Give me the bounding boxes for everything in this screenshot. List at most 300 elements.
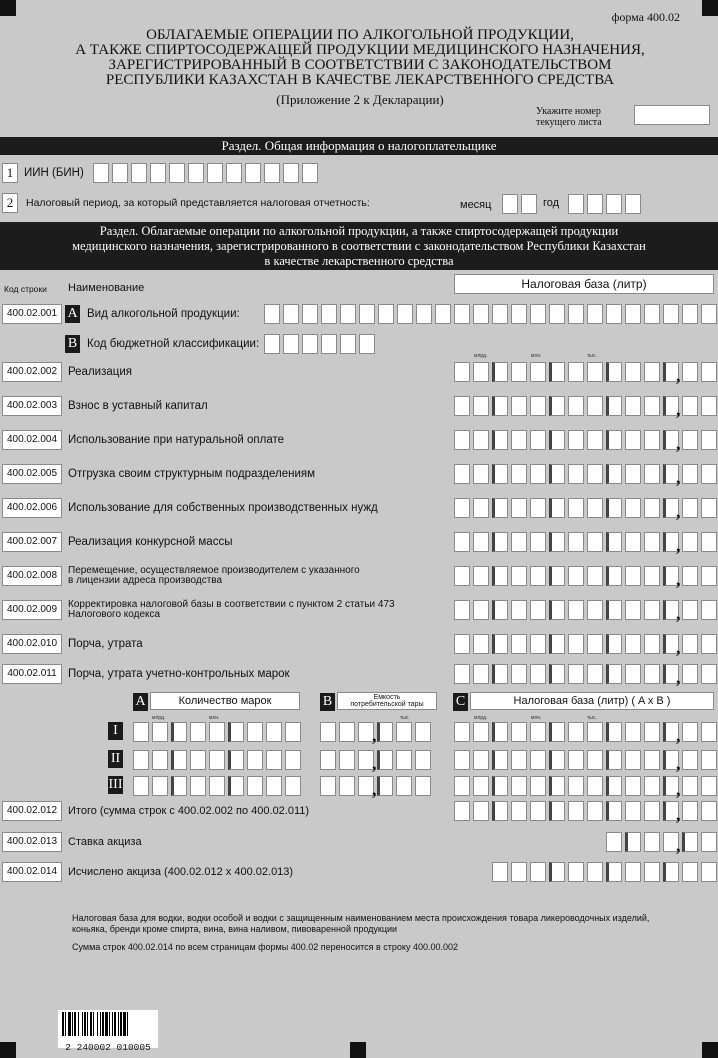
- tax-base-digit-box[interactable]: [682, 396, 698, 416]
- tax-base-digit-box[interactable]: [492, 566, 508, 586]
- marks-quantity-digit-box[interactable]: [228, 776, 244, 796]
- tax-base-digit-box[interactable]: [625, 464, 641, 484]
- tax-base-digit-box[interactable]: [511, 464, 527, 484]
- tax-base-digit-box[interactable]: [606, 464, 622, 484]
- tax-base-digit-box[interactable]: [492, 464, 508, 484]
- tax-base-digit-box[interactable]: [454, 634, 470, 654]
- marks-quantity-digit-box[interactable]: [247, 722, 263, 742]
- product-type-digit-box[interactable]: [644, 304, 660, 324]
- sheet-number-input[interactable]: [634, 105, 710, 125]
- tax-base-digit-box[interactable]: [606, 664, 622, 684]
- budget-code-digit-box[interactable]: [302, 334, 318, 354]
- product-type-digit-box[interactable]: [701, 304, 717, 324]
- iin-digit-box[interactable]: [207, 163, 223, 183]
- marks-quantity-digit-box[interactable]: [152, 776, 168, 796]
- excise-digit-box[interactable]: [568, 862, 584, 882]
- capacity-digit-box[interactable]: [339, 750, 355, 770]
- tax-base-digit-box[interactable]: [549, 566, 565, 586]
- marks-quantity-digit-box[interactable]: [152, 722, 168, 742]
- tax-base-digit-box[interactable]: [473, 396, 489, 416]
- marks-quantity-digit-box[interactable]: [190, 776, 206, 796]
- marks-tax-base-digit-box[interactable]: [625, 750, 641, 770]
- tax-base-digit-box[interactable]: [530, 464, 546, 484]
- marks-tax-base-digit-box[interactable]: [511, 722, 527, 742]
- tax-base-digit-box[interactable]: [701, 664, 717, 684]
- tax-base-digit-box[interactable]: [511, 362, 527, 382]
- year-digit-box[interactable]: [625, 194, 641, 214]
- tax-base-digit-box[interactable]: [587, 498, 603, 518]
- tax-base-digit-box[interactable]: [549, 532, 565, 552]
- tax-base-digit-box[interactable]: [606, 566, 622, 586]
- tax-base-digit-box[interactable]: [701, 600, 717, 620]
- product-type-digit-box[interactable]: [302, 304, 318, 324]
- tax-base-digit-box[interactable]: [568, 498, 584, 518]
- month-digit-box[interactable]: [502, 194, 518, 214]
- marks-tax-base-digit-box[interactable]: [568, 750, 584, 770]
- capacity-digit-box[interactable]: [396, 750, 412, 770]
- product-type-digit-box[interactable]: [568, 304, 584, 324]
- tax-base-digit-box[interactable]: [530, 362, 546, 382]
- excise-digit-box[interactable]: [701, 862, 717, 882]
- tax-base-digit-box[interactable]: [473, 532, 489, 552]
- marks-tax-base-digit-box[interactable]: [587, 722, 603, 742]
- marks-quantity-digit-box[interactable]: [266, 722, 282, 742]
- tax-base-digit-box[interactable]: [701, 464, 717, 484]
- marks-tax-base-digit-box[interactable]: [549, 776, 565, 796]
- tax-base-digit-box[interactable]: [644, 634, 660, 654]
- marks-tax-base-digit-box[interactable]: [473, 750, 489, 770]
- capacity-digit-box[interactable]: [377, 776, 393, 796]
- iin-digit-box[interactable]: [226, 163, 242, 183]
- marks-tax-base-digit-box[interactable]: [682, 722, 698, 742]
- iin-digit-box[interactable]: [302, 163, 318, 183]
- marks-quantity-digit-box[interactable]: [133, 722, 149, 742]
- product-type-digit-box[interactable]: [435, 304, 451, 324]
- tax-base-digit-box[interactable]: [473, 430, 489, 450]
- capacity-digit-box[interactable]: [377, 750, 393, 770]
- capacity-digit-box[interactable]: [339, 776, 355, 796]
- excise-digit-box[interactable]: [606, 862, 622, 882]
- tax-base-digit-box[interactable]: [587, 464, 603, 484]
- tax-base-digit-box[interactable]: [530, 600, 546, 620]
- tax-base-digit-box[interactable]: [492, 498, 508, 518]
- rate-digit-box[interactable]: [701, 832, 717, 852]
- capacity-digit-box[interactable]: [339, 722, 355, 742]
- excise-digit-box[interactable]: [492, 862, 508, 882]
- product-type-digit-box[interactable]: [283, 304, 299, 324]
- tax-base-digit-box[interactable]: [549, 498, 565, 518]
- tax-base-digit-box[interactable]: [473, 600, 489, 620]
- tax-base-digit-box[interactable]: [682, 464, 698, 484]
- product-type-digit-box[interactable]: [340, 304, 356, 324]
- tax-base-digit-box[interactable]: [530, 634, 546, 654]
- tax-base-digit-box[interactable]: [568, 600, 584, 620]
- capacity-digit-box[interactable]: [320, 776, 336, 796]
- tax-base-digit-box[interactable]: [644, 600, 660, 620]
- total-digit-box[interactable]: [549, 801, 565, 821]
- marks-tax-base-digit-box[interactable]: [701, 776, 717, 796]
- marks-quantity-digit-box[interactable]: [266, 776, 282, 796]
- product-type-digit-box[interactable]: [682, 304, 698, 324]
- tax-base-digit-box[interactable]: [606, 634, 622, 654]
- tax-base-digit-box[interactable]: [492, 634, 508, 654]
- tax-base-digit-box[interactable]: [701, 566, 717, 586]
- tax-base-digit-box[interactable]: [587, 566, 603, 586]
- marks-tax-base-digit-box[interactable]: [625, 776, 641, 796]
- tax-base-digit-box[interactable]: [644, 464, 660, 484]
- marks-quantity-digit-box[interactable]: [266, 750, 282, 770]
- marks-tax-base-digit-box[interactable]: [701, 722, 717, 742]
- marks-tax-base-digit-box[interactable]: [530, 722, 546, 742]
- tax-base-digit-box[interactable]: [549, 396, 565, 416]
- product-type-digit-box[interactable]: [492, 304, 508, 324]
- tax-base-digit-box[interactable]: [682, 498, 698, 518]
- tax-base-digit-box[interactable]: [644, 396, 660, 416]
- tax-base-digit-box[interactable]: [701, 430, 717, 450]
- iin-digit-box[interactable]: [93, 163, 109, 183]
- tax-base-digit-box[interactable]: [454, 664, 470, 684]
- tax-base-digit-box[interactable]: [682, 600, 698, 620]
- total-digit-box[interactable]: [511, 801, 527, 821]
- capacity-digit-box[interactable]: [415, 722, 431, 742]
- barcode-bar: [84, 1012, 86, 1036]
- marks-quantity-digit-box[interactable]: [285, 750, 301, 770]
- tax-base-digit-box[interactable]: [549, 362, 565, 382]
- tax-base-digit-box[interactable]: [625, 396, 641, 416]
- tax-base-digit-box[interactable]: [530, 532, 546, 552]
- tax-base-digit-box[interactable]: [606, 498, 622, 518]
- iin-digit-box[interactable]: [245, 163, 261, 183]
- tax-base-digit-box[interactable]: [511, 396, 527, 416]
- year-digit-box[interactable]: [606, 194, 622, 214]
- tax-base-digit-box[interactable]: [454, 498, 470, 518]
- digit-group-caption: млрд.: [152, 715, 166, 721]
- marks-quantity-digit-box[interactable]: [133, 776, 149, 796]
- tax-base-digit-box[interactable]: [454, 430, 470, 450]
- product-type-digit-box[interactable]: [530, 304, 546, 324]
- marks-tax-base-digit-box[interactable]: [473, 776, 489, 796]
- tax-base-digit-box[interactable]: [454, 464, 470, 484]
- marks-quantity-digit-box[interactable]: [152, 750, 168, 770]
- rate-digit-box[interactable]: [606, 832, 622, 852]
- tax-base-digit-box[interactable]: [682, 532, 698, 552]
- tax-base-digit-box[interactable]: [644, 430, 660, 450]
- tax-base-digit-box[interactable]: [473, 498, 489, 518]
- row-label: Порча, утрата учетно-контрольных марок: [68, 668, 290, 680]
- tax-base-digit-box[interactable]: [530, 664, 546, 684]
- tax-base-digit-box[interactable]: [625, 566, 641, 586]
- tax-base-digit-box[interactable]: [625, 664, 641, 684]
- tax-base-digit-box[interactable]: [568, 430, 584, 450]
- excise-digit-box[interactable]: [644, 862, 660, 882]
- row-label: Итого (сумма строк с 400.02.002 по 400.02.011): [68, 805, 310, 817]
- tax-base-digit-box[interactable]: [530, 430, 546, 450]
- capacity-digit-box[interactable]: [415, 750, 431, 770]
- marks-quantity-digit-box[interactable]: [285, 776, 301, 796]
- marks-tax-base-digit-box[interactable]: [606, 750, 622, 770]
- year-digit-box[interactable]: [568, 194, 584, 214]
- marks-quantity-digit-box[interactable]: [209, 750, 225, 770]
- budget-code-digit-box[interactable]: [340, 334, 356, 354]
- excise-digit-box[interactable]: [530, 862, 546, 882]
- product-type-digit-box[interactable]: [473, 304, 489, 324]
- budget-code-digit-box[interactable]: [359, 334, 375, 354]
- month-digit-box[interactable]: [521, 194, 537, 214]
- marks-tax-base-digit-box[interactable]: [587, 750, 603, 770]
- capacity-digit-box[interactable]: [377, 722, 393, 742]
- marks-tax-base-digit-box[interactable]: [625, 722, 641, 742]
- tax-base-digit-box[interactable]: [701, 396, 717, 416]
- marks-quantity-digit-box[interactable]: [190, 722, 206, 742]
- tax-base-digit-box[interactable]: [701, 498, 717, 518]
- capacity-digit-box[interactable]: [396, 776, 412, 796]
- total-digit-box[interactable]: [606, 801, 622, 821]
- tax-base-digit-box[interactable]: [644, 498, 660, 518]
- tax-base-digit-box[interactable]: [492, 600, 508, 620]
- tax-base-digit-box[interactable]: [549, 634, 565, 654]
- tax-base-digit-box[interactable]: [568, 464, 584, 484]
- product-type-digit-box[interactable]: [625, 304, 641, 324]
- tax-base-digit-box[interactable]: [454, 532, 470, 552]
- excise-digit-box[interactable]: [549, 862, 565, 882]
- marks-quantity-digit-box[interactable]: [228, 750, 244, 770]
- tax-base-digit-box[interactable]: [530, 498, 546, 518]
- marks-quantity-digit-box[interactable]: [171, 776, 187, 796]
- marks-quantity-digit-box[interactable]: [285, 722, 301, 742]
- marks-tax-base-digit-box[interactable]: [492, 776, 508, 796]
- iin-digit-box[interactable]: [283, 163, 299, 183]
- product-type-digit-box[interactable]: [549, 304, 565, 324]
- marks-quantity-digit-box[interactable]: [133, 750, 149, 770]
- marks-tax-base-digit-box[interactable]: [511, 750, 527, 770]
- marks-quantity-digit-box[interactable]: [228, 722, 244, 742]
- marks-tax-base-digit-box[interactable]: [682, 750, 698, 770]
- tax-base-digit-box[interactable]: [511, 600, 527, 620]
- tax-base-digit-box[interactable]: [473, 664, 489, 684]
- tax-base-digit-box[interactable]: [606, 532, 622, 552]
- marks-tax-base-digit-box[interactable]: [454, 722, 470, 742]
- tax-base-digit-box[interactable]: [682, 566, 698, 586]
- budget-code-digit-box[interactable]: [264, 334, 280, 354]
- product-type-digit-box[interactable]: [397, 304, 413, 324]
- iin-digit-box[interactable]: [264, 163, 280, 183]
- marks-quantity-digit-box[interactable]: [171, 722, 187, 742]
- tax-base-digit-box[interactable]: [606, 396, 622, 416]
- capacity-digit-box[interactable]: [396, 722, 412, 742]
- marks-tax-base-digit-box[interactable]: [606, 776, 622, 796]
- tax-base-digit-box[interactable]: [473, 464, 489, 484]
- marks-tax-base-digit-box[interactable]: [549, 750, 565, 770]
- tax-base-digit-box[interactable]: [587, 430, 603, 450]
- excise-digit-box[interactable]: [625, 862, 641, 882]
- total-digit-box[interactable]: [587, 801, 603, 821]
- tax-base-digit-box[interactable]: [625, 600, 641, 620]
- tax-base-digit-box[interactable]: [511, 498, 527, 518]
- marks-tax-base-digit-box[interactable]: [568, 722, 584, 742]
- product-type-digit-box[interactable]: [378, 304, 394, 324]
- tax-base-digit-box[interactable]: [625, 362, 641, 382]
- tax-base-digit-box[interactable]: [530, 566, 546, 586]
- tax-base-digit-box[interactable]: [549, 664, 565, 684]
- total-digit-box[interactable]: [530, 801, 546, 821]
- capacity-digit-box[interactable]: [320, 722, 336, 742]
- tax-base-digit-box[interactable]: [568, 664, 584, 684]
- tax-base-digit-box[interactable]: [549, 600, 565, 620]
- tax-base-digit-box[interactable]: [568, 634, 584, 654]
- row-label: Код бюджетной классификации:: [87, 338, 260, 350]
- tax-base-digit-box[interactable]: [454, 396, 470, 416]
- barcode-bar: [102, 1012, 104, 1036]
- tax-base-digit-box[interactable]: [701, 362, 717, 382]
- total-digit-box[interactable]: [454, 801, 470, 821]
- rate-digit-box[interactable]: [625, 832, 641, 852]
- product-type-digit-box[interactable]: [416, 304, 432, 324]
- tax-base-digit-box[interactable]: [492, 664, 508, 684]
- product-type-digit-box[interactable]: [454, 304, 470, 324]
- marks-quantity-digit-box[interactable]: [247, 750, 263, 770]
- marks-tax-base-digit-box[interactable]: [454, 776, 470, 796]
- product-type-digit-box[interactable]: [663, 304, 679, 324]
- tax-base-digit-box[interactable]: [549, 464, 565, 484]
- total-digit-box[interactable]: [568, 801, 584, 821]
- excise-digit-box[interactable]: [663, 862, 679, 882]
- note-line: Налоговая база для водки, водки особой и водки с защищенным наименованием места происхождения товара ликероводочных изделий,: [72, 913, 650, 923]
- tax-base-digit-box[interactable]: [492, 362, 508, 382]
- tax-base-digit-box[interactable]: [511, 430, 527, 450]
- tax-base-digit-box[interactable]: [682, 430, 698, 450]
- iin-digit-box[interactable]: [169, 163, 185, 183]
- tax-base-digit-box[interactable]: [644, 362, 660, 382]
- tax-base-digit-box[interactable]: [511, 664, 527, 684]
- product-type-digit-box[interactable]: [606, 304, 622, 324]
- marks-tax-base-digit-box[interactable]: [549, 722, 565, 742]
- tax-base-digit-box[interactable]: [473, 566, 489, 586]
- corner-mark-top-right: [702, 0, 718, 16]
- iin-digit-box[interactable]: [188, 163, 204, 183]
- tax-base-digit-box[interactable]: [587, 362, 603, 382]
- product-type-digit-box[interactable]: [587, 304, 603, 324]
- total-digit-box[interactable]: [644, 801, 660, 821]
- tax-base-digit-box[interactable]: [587, 634, 603, 654]
- marks-quantity-digit-box[interactable]: [209, 722, 225, 742]
- capacity-digit-box[interactable]: [415, 776, 431, 796]
- tax-base-digit-box[interactable]: [511, 532, 527, 552]
- marks-quantity-digit-box[interactable]: [209, 776, 225, 796]
- tax-base-digit-box[interactable]: [549, 430, 565, 450]
- tax-base-digit-box[interactable]: [568, 362, 584, 382]
- tax-base-digit-box[interactable]: [511, 566, 527, 586]
- tax-base-digit-box[interactable]: [644, 566, 660, 586]
- marks-tax-base-digit-box[interactable]: [492, 722, 508, 742]
- marks-tax-base-digit-box[interactable]: [454, 750, 470, 770]
- tax-base-digit-box[interactable]: [625, 634, 641, 654]
- marks-tax-base-digit-box[interactable]: [530, 776, 546, 796]
- tax-base-digit-box[interactable]: [644, 532, 660, 552]
- tax-base-digit-box[interactable]: [625, 430, 641, 450]
- tax-base-digit-box[interactable]: [682, 664, 698, 684]
- marks-quantity-digit-box[interactable]: [190, 750, 206, 770]
- total-digit-box[interactable]: [473, 801, 489, 821]
- year-digit-box[interactable]: [587, 194, 603, 214]
- rate-digit-box[interactable]: [682, 832, 698, 852]
- tax-base-digit-box[interactable]: [568, 566, 584, 586]
- tax-base-digit-box[interactable]: [473, 634, 489, 654]
- marks-tax-base-digit-box[interactable]: [644, 776, 660, 796]
- marks-capacity-header: [337, 692, 437, 710]
- iin-digit-box[interactable]: [112, 163, 128, 183]
- product-type-digit-box[interactable]: [264, 304, 280, 324]
- marks-tax-base-digit-box[interactable]: [606, 722, 622, 742]
- tax-base-digit-box[interactable]: [587, 600, 603, 620]
- tax-base-digit-box[interactable]: [492, 532, 508, 552]
- tax-base-digit-box[interactable]: [530, 396, 546, 416]
- marks-tax-base-digit-box[interactable]: [644, 750, 660, 770]
- iin-digit-box[interactable]: [131, 163, 147, 183]
- product-type-digit-box[interactable]: [321, 304, 337, 324]
- marks-tax-base-digit-box[interactable]: [530, 750, 546, 770]
- marks-quantity-digit-box[interactable]: [171, 750, 187, 770]
- tax-base-digit-box[interactable]: [682, 634, 698, 654]
- marks-tax-base-digit-box[interactable]: [492, 750, 508, 770]
- capacity-digit-box[interactable]: [320, 750, 336, 770]
- marks-tax-base-digit-box[interactable]: [511, 776, 527, 796]
- budget-code-digit-box[interactable]: [283, 334, 299, 354]
- excise-digit-box[interactable]: [511, 862, 527, 882]
- excise-digit-box[interactable]: [587, 862, 603, 882]
- total-digit-box[interactable]: [682, 801, 698, 821]
- tax-base-digit-box[interactable]: [606, 600, 622, 620]
- tax-base-digit-box[interactable]: [682, 362, 698, 382]
- tax-base-digit-box[interactable]: [625, 498, 641, 518]
- iin-digit-box[interactable]: [150, 163, 166, 183]
- barcode: [58, 1010, 158, 1053]
- tax-base-digit-box[interactable]: [606, 430, 622, 450]
- tax-base-digit-box[interactable]: [473, 362, 489, 382]
- tax-base-digit-box[interactable]: [701, 532, 717, 552]
- tax-base-digit-box[interactable]: [606, 362, 622, 382]
- rate-digit-box[interactable]: [644, 832, 660, 852]
- tax-base-digit-box[interactable]: [492, 430, 508, 450]
- marks-tax-base-digit-box[interactable]: [644, 722, 660, 742]
- marks-tax-base-digit-box[interactable]: [682, 776, 698, 796]
- tax-base-digit-box[interactable]: [587, 396, 603, 416]
- tax-base-digit-box[interactable]: [587, 664, 603, 684]
- product-type-digit-box[interactable]: [511, 304, 527, 324]
- total-digit-box[interactable]: [625, 801, 641, 821]
- marks-quantity-digit-box[interactable]: [247, 776, 263, 796]
- tax-base-digit-box[interactable]: [587, 532, 603, 552]
- tax-base-digit-box[interactable]: [454, 566, 470, 586]
- tax-base-digit-box[interactable]: [625, 532, 641, 552]
- tax-base-digit-box[interactable]: [701, 634, 717, 654]
- budget-code-digit-box[interactable]: [321, 334, 337, 354]
- marks-tax-base-digit-box[interactable]: [701, 750, 717, 770]
- marks-tax-base-digit-box[interactable]: [587, 776, 603, 796]
- tax-base-digit-box[interactable]: [492, 396, 508, 416]
- tax-base-digit-box[interactable]: [568, 396, 584, 416]
- tax-base-digit-box[interactable]: [511, 634, 527, 654]
- product-type-digit-box[interactable]: [359, 304, 375, 324]
- marks-tax-base-digit-box[interactable]: [568, 776, 584, 796]
- tax-base-digit-box[interactable]: [568, 532, 584, 552]
- excise-digit-box[interactable]: [682, 862, 698, 882]
- total-digit-box[interactable]: [492, 801, 508, 821]
- tax-base-digit-box[interactable]: [644, 664, 660, 684]
- tax-base-digit-box[interactable]: [454, 600, 470, 620]
- total-digit-box[interactable]: [701, 801, 717, 821]
- marks-tax-base-digit-box[interactable]: [473, 722, 489, 742]
- tax-base-digit-box[interactable]: [454, 362, 470, 382]
